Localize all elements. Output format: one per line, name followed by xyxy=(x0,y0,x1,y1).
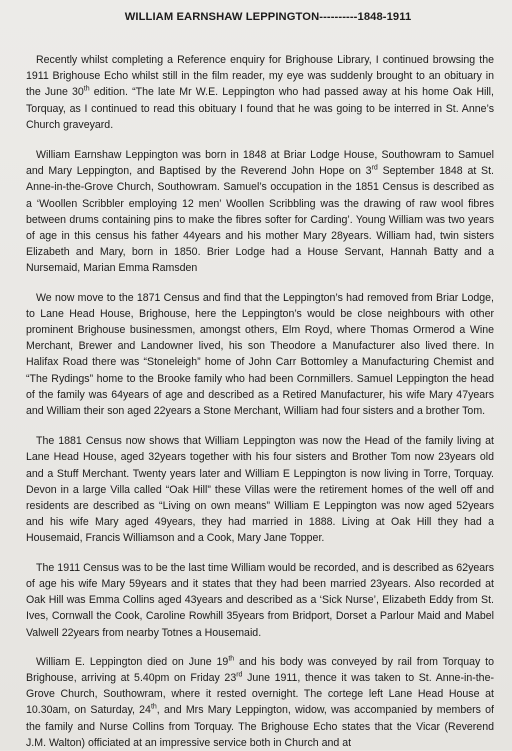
paragraph-1911-census: The 1911 Census was to be the last time William would be recorded, and is described as 62years of age his wife Mary 59years and it states that they had been married 23years. Also recorded at Oak Hill was Emma Collins aged 43years and described as a ‘Sick Nurse’, Elizabeth Eddy from St. Ives, Cornwall the Cook, Caroline Rowhill 35years from Bridport, Dorset a Parlour Maid and Mabel Valwell 22years from nearby Totnes a Housemaid. xyxy=(26,561,494,639)
ordinal-superscript: th xyxy=(83,85,90,93)
paragraph-obituary-discovery: Recently whilst completing a Reference enquiry for Brighouse Library, I continued browsing the 1911 Brighouse Echo whilst still in the film reader, my eye was suddenly brought to an obituary in the June 30th edition. “The late Mr W.E. Leppington who had passed away at his home Oak Hill, Torquay, as I continued to read this obituary I found that he was going to be interred in St. Anne’s Church graveyard. xyxy=(26,54,494,131)
ordinal-superscript: th xyxy=(228,655,235,663)
paragraph-1871-census: We now move to the 1871 Census and find that the Leppington’s had removed from Briar Lodge, to Lane Head House, Brighouse, here the Leppington’s would be close neighbours with other prominent Brighouse businessmen, amongst others, Elm Royd, where Thomas Ormerod a Wine Merchant, Brewer and Landowner lived, his son Theodore a Manufacturer also lived there. In Halifax Road there was “Stoneleigh” home of John Carr Bottomley a Manufacturing Chemist and “The Rydings” home to the Brooke family who had been Cornmillers. Samuel Leppington the head of the family was 64years of age and described as a Retired Manufacturer, his wife Mary 47years and William their son aged 22years a Stone Merchant, William had four sisters and a brother Tom. xyxy=(26,291,494,418)
ordinal-superscript: th xyxy=(150,703,157,711)
document-title: WILLIAM EARNSHAW LEPPINGTON----------1848-1911 xyxy=(124,11,412,23)
paragraph-birth-1851-census: William Earnshaw Leppington was born in 1848 at Briar Lodge House, Southowram to Samuel and Mary Leppington, and Baptised by the Reverend John Hope on 3rd September 1848 at St. Anne-in-the-Grove Church, Southowram. Samuel’s occupation in the 1851 Census is described as a ‘Woollen Scribbler employing 12 men’ Woollen Scribbling was the drawing of raw wool fibres between drums containing pins to make the fibres softer for Carding’. Young William was two years of age in this census his father 44years and his mother Mary 28years. William had, twin sisters Elizabeth and Mary, born in 1850. Brier Lodge had a House Servant, Hannah Batty and a Nursemaid, Marian Emma Ramsden xyxy=(26,149,494,275)
paragraph-1881-census: The 1881 Census now shows that William Leppington was now the Head of the family living at Lane Head House, aged 32years together with his four sisters and Brother Tom now 23years old and a Stuff Merchant. Twenty years later and William E Leppington is now living in Torre, Torquay. Devon in a large Villa called “Oak Hill” these Villas were the retirement homes of the well off and residents are described as “Living on own means” William E Leppington was now aged 52years and his wife Mary aged 49years, they had married in 1888. Living at Oak Hill they had a Housemaid, Francis Williamson and a Cook, Mary Jane Topper. xyxy=(26,435,494,545)
paragraph-funeral: William E. Leppington died on June 19th and his body was conveyed by rail from Torquay to Brighouse, arriving at 5.40pm on Friday 23rd June 1911, thence it was taken to St. Anne-in-the-Grove Church, Southowram, where it rested overnight. The cortege left Lane Head House at 10.30am, on Saturday, 24th, and Mrs Mary Leppington, widow, was accompanied by members of the family and Nurse Collins from Torquay. The Brighouse Echo states that the Vicar (Reverend J.M. Walton) officiated at an impressive service both in Church and at xyxy=(26,655,494,749)
ordinal-superscript: rd xyxy=(236,671,243,679)
document-body xyxy=(26,52,494,751)
ordinal-superscript: rd xyxy=(371,164,378,172)
